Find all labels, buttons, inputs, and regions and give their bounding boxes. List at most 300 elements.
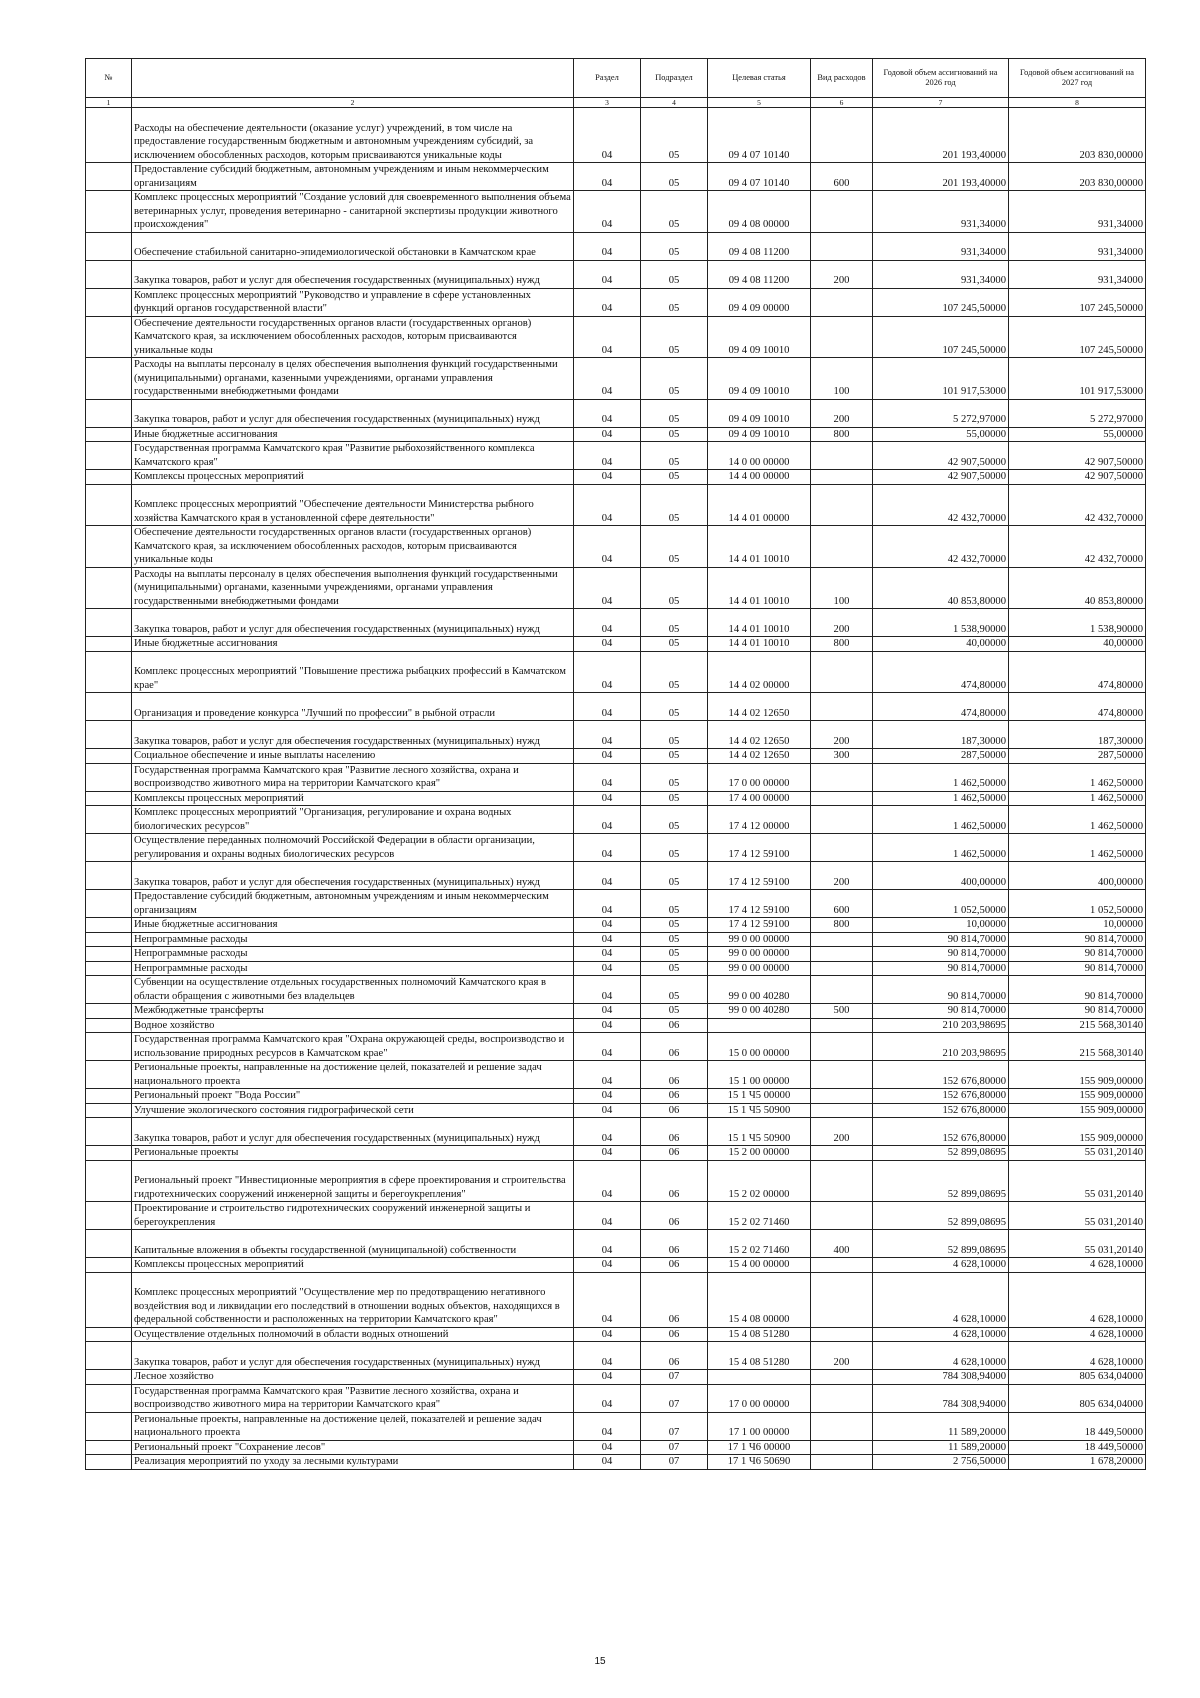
row-number-cell [86,1118,132,1146]
row-2027-cell: 107 245,50000 [1009,288,1146,316]
row-name-cell: Закупка товаров, работ и услуг для обеспечения государственных (муниципальных) нужд [132,1342,574,1370]
table-header-row [86,59,1146,98]
row-2027-cell: 215 568,30140 [1009,1018,1146,1033]
row-name-cell: Лесное хозяйство [132,1370,574,1385]
row-razdel-cell: 04 [574,442,641,470]
row-vid-cell [811,232,873,260]
row-name-cell: Проектирование и строительство гидротехнических сооружений инженерной защиты и берегоукрепления [132,1202,574,1230]
header-number: № [86,59,132,98]
table-row [86,399,1146,427]
row-name-cell: Закупка товаров, работ и услуг для обеспечения государственных (муниципальных) нужд [132,260,574,288]
row-vid-cell: 600 [811,163,873,191]
table-row [86,637,1146,652]
column-number: 5 [708,98,811,108]
row-podrazdel-cell: 07 [641,1455,708,1470]
row-razdel-cell: 04 [574,399,641,427]
table-row [86,1272,1146,1327]
row-2027-cell: 107 245,50000 [1009,316,1146,358]
row-target-cell: 99 0 00 00000 [708,932,811,947]
row-name-cell: Комплекс процессных мероприятий "Организация, регулирование и охрана водных биологических ресурсов" [132,806,574,834]
row-podrazdel-cell: 06 [641,1202,708,1230]
row-target-cell: 15 4 08 51280 [708,1327,811,1342]
row-podrazdel-cell: 05 [641,442,708,470]
row-2027-cell: 18 449,50000 [1009,1440,1146,1455]
row-podrazdel-cell: 07 [641,1370,708,1385]
header-razdel: Раздел [574,59,641,98]
row-2027-cell: 4 628,10000 [1009,1327,1146,1342]
row-target-cell: 15 4 08 00000 [708,1272,811,1327]
table-row [86,1455,1146,1470]
table-row [86,1089,1146,1104]
row-vid-cell: 300 [811,749,873,764]
row-razdel-cell: 04 [574,961,641,976]
header-2027: Годовой объем ассигнований на 2027 год [1009,59,1146,98]
table-row [86,1384,1146,1412]
row-target-cell: 99 0 00 40280 [708,976,811,1004]
row-podrazdel-cell: 05 [641,399,708,427]
row-number-cell [86,1103,132,1118]
row-vid-cell [811,976,873,1004]
table-row [86,763,1146,791]
row-2026-cell: 90 814,70000 [873,947,1009,962]
table-row [86,1327,1146,1342]
row-number-cell [86,1440,132,1455]
row-razdel-cell: 04 [574,637,641,652]
row-podrazdel-cell: 05 [641,763,708,791]
row-podrazdel-cell: 05 [641,693,708,721]
row-vid-cell: 100 [811,358,873,400]
row-number-cell [86,976,132,1004]
row-target-cell: 14 4 01 10010 [708,637,811,652]
row-2027-cell: 55 031,20140 [1009,1230,1146,1258]
row-2027-cell: 55 031,20140 [1009,1146,1146,1161]
table-row [86,1258,1146,1273]
row-vid-cell [811,1440,873,1455]
row-name-cell: Организация и проведение конкурса "Лучший по профессии" в рыбной отрасли [132,693,574,721]
row-podrazdel-cell: 05 [641,609,708,637]
row-razdel-cell: 04 [574,1412,641,1440]
row-vid-cell: 800 [811,427,873,442]
page-number: 15 [594,1656,606,1667]
row-podrazdel-cell: 07 [641,1384,708,1412]
row-name-cell: Улучшение экологического состояния гидрографической сети [132,1103,574,1118]
row-number-cell [86,191,132,233]
row-target-cell: 15 4 08 51280 [708,1342,811,1370]
row-2026-cell: 210 203,98695 [873,1018,1009,1033]
row-podrazdel-cell: 05 [641,163,708,191]
row-2026-cell: 5 272,97000 [873,399,1009,427]
row-name-cell: Закупка товаров, работ и услуг для обеспечения государственных (муниципальных) нужд [132,1118,574,1146]
row-2027-cell: 1 678,20000 [1009,1455,1146,1470]
row-2027-cell: 1 538,90000 [1009,609,1146,637]
row-2026-cell: 42 907,50000 [873,470,1009,485]
row-2026-cell: 90 814,70000 [873,932,1009,947]
row-name-cell: Непрограммные расходы [132,961,574,976]
row-name-cell: Субвенции на осуществление отдельных государственных полномочий Камчатского края в области обращения с животными без владельцев [132,976,574,1004]
row-target-cell: 09 4 08 11200 [708,232,811,260]
row-target-cell: 15 2 00 00000 [708,1146,811,1161]
row-2027-cell: 42 907,50000 [1009,470,1146,485]
row-target-cell: 15 2 02 71460 [708,1202,811,1230]
row-razdel-cell: 04 [574,763,641,791]
row-razdel-cell: 04 [574,918,641,933]
row-razdel-cell: 04 [574,947,641,962]
row-2026-cell: 931,34000 [873,232,1009,260]
table-row [86,961,1146,976]
row-name-cell: Комплексы процессных мероприятий [132,791,574,806]
row-number-cell [86,1202,132,1230]
table-row [86,427,1146,442]
row-target-cell: 99 0 00 00000 [708,947,811,962]
row-name-cell: Комплекс процессных мероприятий "Повышение престижа рыбацких профессий в Камчатском крае" [132,651,574,693]
row-razdel-cell: 04 [574,651,641,693]
row-2026-cell: 1 462,50000 [873,806,1009,834]
row-razdel-cell: 04 [574,1118,641,1146]
row-2027-cell: 101 917,53000 [1009,358,1146,400]
row-vid-cell: 400 [811,1230,873,1258]
row-vid-cell: 200 [811,1118,873,1146]
row-podrazdel-cell: 05 [641,976,708,1004]
row-name-cell: Комплекс процессных мероприятий "Осуществление мер по предотвращению негативного воздействия вод и ликвидации его последствий в отношении водных объектов, находящихся в федеральной собственности и расположенных на территории Камчатского края" [132,1272,574,1327]
row-target-cell: 99 0 00 00000 [708,961,811,976]
row-number-cell [86,1412,132,1440]
row-name-cell: Комплексы процессных мероприятий [132,1258,574,1273]
row-2027-cell: 1 462,50000 [1009,763,1146,791]
row-target-cell: 09 4 09 00000 [708,288,811,316]
row-2026-cell: 931,34000 [873,191,1009,233]
row-podrazdel-cell: 05 [641,806,708,834]
row-2027-cell: 55 031,20140 [1009,1202,1146,1230]
row-vid-cell [811,191,873,233]
row-vid-cell: 200 [811,862,873,890]
table-row [86,1103,1146,1118]
row-number-cell [86,358,132,400]
row-2027-cell: 400,00000 [1009,862,1146,890]
row-target-cell: 15 1 Ч5 50900 [708,1103,811,1118]
row-podrazdel-cell: 05 [641,232,708,260]
row-razdel-cell: 04 [574,1342,641,1370]
row-number-cell [86,721,132,749]
row-vid-cell [811,1160,873,1202]
row-podrazdel-cell: 06 [641,1018,708,1033]
row-target-cell: 15 1 Ч5 00000 [708,1089,811,1104]
row-2027-cell: 155 909,00000 [1009,1103,1146,1118]
row-target-cell: 09 4 07 10140 [708,163,811,191]
table-row [86,1061,1146,1089]
row-target-cell: 14 4 02 12650 [708,749,811,764]
row-podrazdel-cell: 05 [641,1004,708,1019]
row-number-cell [86,1160,132,1202]
row-2026-cell: 107 245,50000 [873,316,1009,358]
row-podrazdel-cell: 05 [641,932,708,947]
row-target-cell: 09 4 08 11200 [708,260,811,288]
row-podrazdel-cell: 05 [641,526,708,568]
table-row [86,609,1146,637]
row-2027-cell: 4 628,10000 [1009,1258,1146,1273]
row-razdel-cell: 04 [574,1230,641,1258]
row-2027-cell: 931,34000 [1009,260,1146,288]
row-razdel-cell: 04 [574,526,641,568]
row-vid-cell [811,526,873,568]
row-podrazdel-cell: 07 [641,1440,708,1455]
table-row [86,526,1146,568]
row-razdel-cell: 04 [574,1258,641,1273]
row-podrazdel-cell: 06 [641,1089,708,1104]
row-podrazdel-cell: 05 [641,918,708,933]
table-row [86,358,1146,400]
row-2026-cell: 152 676,80000 [873,1118,1009,1146]
row-2026-cell: 52 899,08695 [873,1160,1009,1202]
table-body [86,108,1146,1470]
row-vid-cell [811,1202,873,1230]
header-name [132,59,574,98]
row-vid-cell [811,1103,873,1118]
row-podrazdel-cell: 06 [641,1103,708,1118]
row-razdel-cell: 04 [574,108,641,163]
row-podrazdel-cell: 05 [641,288,708,316]
row-2026-cell: 931,34000 [873,260,1009,288]
row-name-cell: Закупка товаров, работ и услуг для обеспечения государственных (муниципальных) нужд [132,862,574,890]
column-number-row [86,98,1146,108]
row-podrazdel-cell: 05 [641,358,708,400]
row-name-cell: Обеспечение деятельности государственных органов власти (государственных органов) Камчатского края, за исключением обособленных расходов, которым присваиваются уникальные коды [132,526,574,568]
row-name-cell: Закупка товаров, работ и услуг для обеспечения государственных (муниципальных) нужд [132,399,574,427]
row-number-cell [86,1370,132,1385]
table-row [86,806,1146,834]
row-name-cell: Капитальные вложения в объекты государственной (муниципальной) собственности [132,1230,574,1258]
row-2027-cell: 90 814,70000 [1009,961,1146,976]
table-row [86,567,1146,609]
table-row [86,1370,1146,1385]
row-name-cell: Комплексы процессных мероприятий [132,470,574,485]
row-razdel-cell: 04 [574,1202,641,1230]
row-razdel-cell: 04 [574,427,641,442]
row-2027-cell: 805 634,04000 [1009,1384,1146,1412]
row-number-cell [86,484,132,526]
row-number-cell [86,693,132,721]
row-name-cell: Региональный проект "Сохранение лесов" [132,1440,574,1455]
row-target-cell: 14 4 01 10010 [708,567,811,609]
row-razdel-cell: 04 [574,1384,641,1412]
row-2026-cell: 1 462,50000 [873,834,1009,862]
row-2026-cell: 1 052,50000 [873,890,1009,918]
row-razdel-cell: 04 [574,976,641,1004]
row-vid-cell [811,932,873,947]
row-vid-cell [811,470,873,485]
row-target-cell: 14 0 00 00000 [708,442,811,470]
row-target-cell: 15 1 Ч5 50900 [708,1118,811,1146]
row-vid-cell: 800 [811,637,873,652]
row-podrazdel-cell: 05 [641,890,708,918]
table-row [86,749,1146,764]
row-razdel-cell: 04 [574,567,641,609]
row-podrazdel-cell: 05 [641,316,708,358]
row-2026-cell: 784 308,94000 [873,1370,1009,1385]
table-row [86,918,1146,933]
row-name-cell: Региональный проект "Инвестиционные мероприятия в сфере проектирования и строительства гидротехнических сооружений инженерной защиты и берегоукрепления" [132,1160,574,1202]
row-vid-cell [811,1146,873,1161]
row-razdel-cell: 04 [574,316,641,358]
row-vid-cell [811,1370,873,1385]
row-target-cell: 09 4 09 10010 [708,316,811,358]
table-row [86,1230,1146,1258]
row-razdel-cell: 04 [574,163,641,191]
table-row [86,791,1146,806]
row-podrazdel-cell: 05 [641,427,708,442]
row-2026-cell: 101 917,53000 [873,358,1009,400]
row-podrazdel-cell: 06 [641,1146,708,1161]
row-vid-cell: 200 [811,1342,873,1370]
row-2026-cell: 474,80000 [873,651,1009,693]
row-2026-cell: 201 193,40000 [873,108,1009,163]
row-razdel-cell: 04 [574,1146,641,1161]
row-number-cell [86,288,132,316]
row-number-cell [86,1327,132,1342]
row-number-cell [86,749,132,764]
row-razdel-cell: 04 [574,470,641,485]
row-target-cell: 15 1 00 00000 [708,1061,811,1089]
row-target-cell: 99 0 00 40280 [708,1004,811,1019]
row-vid-cell [811,108,873,163]
row-2027-cell: 42 432,70000 [1009,484,1146,526]
row-vid-cell [811,961,873,976]
row-number-cell [86,1455,132,1470]
table-row [86,260,1146,288]
row-vid-cell: 500 [811,1004,873,1019]
table-row [86,1412,1146,1440]
row-2026-cell: 1 538,90000 [873,609,1009,637]
row-2026-cell: 210 203,98695 [873,1033,1009,1061]
table-row [86,1146,1146,1161]
row-razdel-cell: 04 [574,1160,641,1202]
row-razdel-cell: 04 [574,1089,641,1104]
table-row [86,191,1146,233]
row-2026-cell: 1 462,50000 [873,791,1009,806]
row-target-cell: 14 4 01 00000 [708,484,811,526]
table-row [86,316,1146,358]
row-podrazdel-cell: 05 [641,484,708,526]
row-razdel-cell: 04 [574,191,641,233]
row-target-cell: 17 0 00 00000 [708,1384,811,1412]
row-number-cell [86,791,132,806]
row-2027-cell: 42 907,50000 [1009,442,1146,470]
column-number: 6 [811,98,873,108]
table-row [86,834,1146,862]
row-number-cell [86,163,132,191]
row-2027-cell: 90 814,70000 [1009,1004,1146,1019]
row-target-cell: 14 4 00 00000 [708,470,811,485]
row-2026-cell: 42 907,50000 [873,442,1009,470]
table-row [86,862,1146,890]
row-2026-cell: 52 899,08695 [873,1202,1009,1230]
table-row [86,1342,1146,1370]
row-2027-cell: 55 031,20140 [1009,1160,1146,1202]
row-2026-cell: 90 814,70000 [873,961,1009,976]
column-number: 3 [574,98,641,108]
row-2026-cell: 784 308,94000 [873,1384,1009,1412]
row-vid-cell [811,1018,873,1033]
row-name-cell: Региональные проекты, направленные на достижение целей, показателей и решение задач национального проекта [132,1412,574,1440]
row-2026-cell: 4 628,10000 [873,1272,1009,1327]
table-row [86,890,1146,918]
row-name-cell: Социальное обеспечение и иные выплаты населению [132,749,574,764]
header-podrazdel: Подраздел [641,59,708,98]
row-2026-cell: 42 432,70000 [873,526,1009,568]
row-name-cell: Непрограммные расходы [132,947,574,962]
row-podrazdel-cell: 06 [641,1327,708,1342]
row-podrazdel-cell: 05 [641,961,708,976]
row-number-cell [86,1384,132,1412]
table-row [86,442,1146,470]
row-target-cell: 14 4 02 12650 [708,721,811,749]
row-number-cell [86,442,132,470]
row-2026-cell: 187,30000 [873,721,1009,749]
row-2027-cell: 40,00000 [1009,637,1146,652]
row-target-cell [708,1018,811,1033]
row-podrazdel-cell: 06 [641,1272,708,1327]
row-2027-cell: 187,30000 [1009,721,1146,749]
row-razdel-cell: 04 [574,1103,641,1118]
table-row [86,1118,1146,1146]
row-podrazdel-cell: 05 [641,749,708,764]
row-name-cell: Предоставление субсидий бюджетным, автономным учреждениям и иным некоммерческим организациям [132,163,574,191]
row-name-cell: Расходы на выплаты персоналу в целях обеспечения выполнения функций государственными (муниципальными) органами, казенными учреждениями, органами управления государственными внебюджетными фондами [132,358,574,400]
row-number-cell [86,834,132,862]
row-vid-cell [811,1089,873,1104]
row-razdel-cell: 04 [574,288,641,316]
row-2026-cell: 11 589,20000 [873,1412,1009,1440]
row-2027-cell: 18 449,50000 [1009,1412,1146,1440]
row-vid-cell [811,947,873,962]
row-number-cell [86,947,132,962]
row-razdel-cell: 04 [574,1455,641,1470]
table-row [86,108,1146,163]
row-name-cell: Иные бюджетные ассигнования [132,427,574,442]
row-target-cell: 09 4 08 00000 [708,191,811,233]
header-vid: Вид расходов [811,59,873,98]
header-target: Целевая статья [708,59,811,98]
row-2027-cell: 1 462,50000 [1009,806,1146,834]
row-2027-cell: 90 814,70000 [1009,932,1146,947]
row-name-cell: Государственная программа Камчатского края "Охрана окружающей среды, воспроизводство и использование природных ресурсов в Камчатском крае" [132,1033,574,1061]
row-2027-cell: 931,34000 [1009,232,1146,260]
column-number: 4 [641,98,708,108]
row-podrazdel-cell: 05 [641,862,708,890]
row-2026-cell: 40,00000 [873,637,1009,652]
row-number-cell [86,1230,132,1258]
row-number-cell [86,399,132,427]
row-vid-cell [811,693,873,721]
row-number-cell [86,316,132,358]
row-target-cell: 17 1 Ч6 00000 [708,1440,811,1455]
table-row [86,1160,1146,1202]
row-podrazdel-cell: 06 [641,1342,708,1370]
row-target-cell: 17 4 12 00000 [708,806,811,834]
row-2026-cell: 474,80000 [873,693,1009,721]
row-name-cell: Комплекс процессных мероприятий "Создание условий для своевременного выполнения объема ветеринарных услуг, проведения ветеринарно - санитарной экспертизы продукции животного происхождения" [132,191,574,233]
row-number-cell [86,232,132,260]
row-2026-cell: 287,50000 [873,749,1009,764]
row-2027-cell: 1 462,50000 [1009,834,1146,862]
row-razdel-cell: 04 [574,1327,641,1342]
row-2026-cell: 11 589,20000 [873,1440,1009,1455]
row-name-cell: Государственная программа Камчатского края "Развитие рыбохозяйственного комплекса Камчатского края" [132,442,574,470]
row-target-cell: 14 4 02 00000 [708,651,811,693]
row-podrazdel-cell: 05 [641,108,708,163]
table-row [86,1440,1146,1455]
row-2027-cell: 40 853,80000 [1009,567,1146,609]
row-vid-cell [811,806,873,834]
